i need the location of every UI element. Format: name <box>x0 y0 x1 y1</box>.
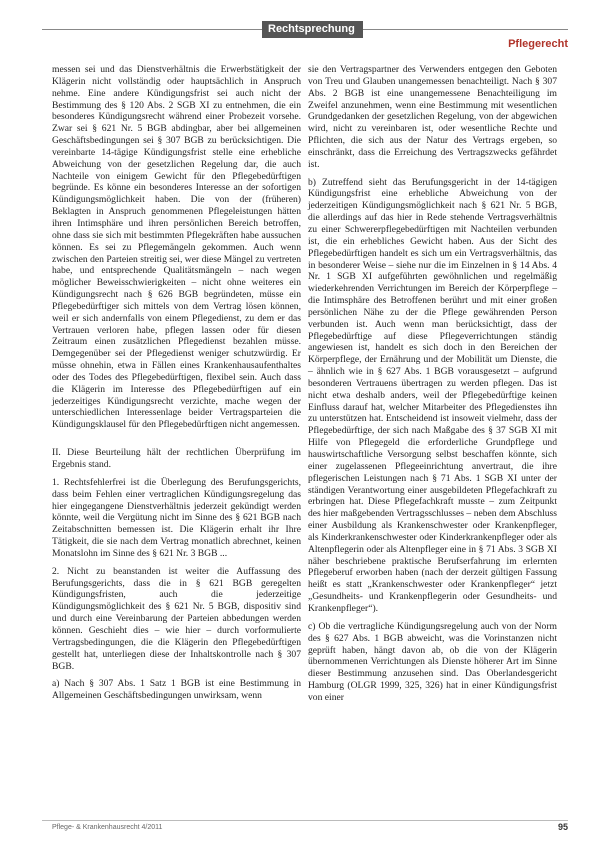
left-column <box>52 64 301 708</box>
paragraph: b) Zutreffend sieht das Berufungsgericht in der 14-tägigen Kündigungsfrist eine erhebliche Abweichung von der jederzeitigen Kündigungsmöglichkeit nach § 621 Nr. 5 BGB, die allerdings auf das hier in Rede stehende Vertragsverhältnis zu einer Schwererpflegebedürftigen mit Nachteilen verbunden ist, die ein erhebliches Gewicht haben. Aus der Sicht des Pflegebedürftigen handelt es sich um ein Vertragsverhältnis, das in besonderer Weise – siehe nur die im Einzelnen in § 14 Abs. 4 Nr. 1 SGB XI aufgeführten gewöhnlichen und regelmäßig wiederkehrenden Verrichtungen im Bereich der Körperpflege – die Intimsphäre des Betroffenen berührt und mit einer großen persönlichen Nähe zu der die Pflege gewährenden Person verbunden ist. Auch wenn man berücksichtigt, dass der Pflegebedürftige auf diese Pflegeverrichtungen ständig angewiesen ist, handelt es sich doch in den Bereichen der Körperpflege, der Ernährung und der Mobilität um Dienste, die – ähnlich wie in § 627 Abs. 1 BGB vorausgesetzt – aufgrund besonderen Vertrauens übertragen zu werden pflegen. Das ist nicht etwa deshalb anders, weil der Pflegebedürftige keinen Einfluss darauf hat, welcher Mitarbeiter des Pflegedienstes ihn zu unterstützen hat. Entscheidend ist insoweit vielmehr, dass der Pflegebedürftige, der sich nach Maßgabe des § 37 SGB XI mit Hilfe von Pflegegeld die erforderliche Grundpflege und hauswirtschaftliche Versorgung selbst beschaffen könnte, sich einer zugelassenen Pflegeeinrichtung anvertraut, die ihre pflegerischen Leistungen nach § 71 Abs. 1 SGB XI unter der ständigen Verantwortung einer ausgebildeten Pflegefachkraft zu erbringen hat. Diese Pflegefachkraft musste – zum Zeitpunkt des hier maßgebenden Vertragsschlusses – neben dem Abschluss einer Ausbildung als Krankenschwester oder Krankenpfleger, als Kinderkrankenschwester oder Kinderkrankenpfleger oder als Altenpflegerin oder als Altenpfleger eine in § 71 Abs. 3 SGB XI näher beschriebene praktische Berufserfahrung im erlernten Pflegeberuf erworben haben (nach der derzeit gültigen Fassung heißt es statt „Krankenschwester oder Krankenpfleger“ jetzt „Gesundheits- und Krankenpflegerin oder Gesundheits- und Krankenpfleger“). <box>308 176 557 614</box>
publication-footer: Pflege- & Krankenhausrecht 4/2011 <box>52 824 163 831</box>
page-number: 95 <box>557 822 568 832</box>
footer-rule <box>42 820 568 821</box>
paragraph: 1. Rechtsfehlerfrei ist die Überlegung des Berufungsgerichts, dass beim Fehlen einer vertraglichen Kündigungsregelung das hier eingegangene Dienstverhältnis jederzeit gekündigt werden könnte, weil die Vergütung nicht im Sinne des § 621 BGB nach Zeitabschnitten bemessen ist. Die Klägerin erhalt ihr Ihre Tätigkeit, die sie nach dem Vertrag monatlich abrechnet, keinen Monatslohn im Sinne des § 621 Nr. 3 BGB ... <box>52 476 301 559</box>
paragraph: II. Diese Beurteilung hält der rechtlichen Überprüfung im Ergebnis stand. <box>52 447 301 470</box>
right-column <box>308 64 557 710</box>
paragraph: sie den Vertragspartner des Verwenders entgegen den Geboten von Treu und Glauben unangemessen benachteiligt. Nach § 307 Abs. 2 BGB ist eine unangemessene Benachteiligung im Zweifel anzunehmen, wenn eine Bestimmung mit wesentlichen Grundgedanken der gesetzlichen Regelung, von der abgewichen wird, nicht zu vereinbaren ist, oder wesentliche Rechte und Pflichten, die sich aus der Natur des Vertrags ergeben, so einschränkt, dass die Erreichung des Vertragszwecks gefährdet ist. <box>308 64 557 170</box>
paragraph: 2. Nicht zu beanstanden ist weiter die Auffassung des Berufungsgerichts, dass die in § 621 BGB geregelten Kündigungsfristen, auch die jederzeitige Kündigungsmöglichkeit des § 621 Nr. 5 BGB, dispositiv sind und durch eine Vereinbarung der Parteien abbedungen werden können. Geschieht dies – wie hier – durch vorformulierte Vertragsbedingungen, die die Klägerin den Pflegebedürftigen gestellt hat, unterliegen diese der Inhaltskontrolle nach § 307 BGB. <box>52 565 301 672</box>
section-label: Rechtsprechung <box>262 21 363 38</box>
paragraph: c) Ob die vertragliche Kündigungsregelung auch von der Norm des § 627 Abs. 1 BGB abweicht, was die Vorinstanzen nicht geprüft haben, hängt davon ab, ob die von der Klägerin übernommenen Verrichtungen als Dienste höherer Art im Sinne dieser Bestimmung anzusehen sind. Das Oberlandesgericht Hamburg (OLGR 1999, 325, 326) hat in einer Kündigungsfrist von einer <box>308 620 557 703</box>
paragraph: a) Nach § 307 Abs. 1 Satz 1 BGB ist eine Bestimmung in Allgemeinen Geschäftsbedingungen unwirksam, wenn <box>52 678 301 702</box>
subsection-label: Pflegerecht <box>508 38 568 50</box>
paragraph: messen sei und das Dienstverhältnis die Erwerbstätigkeit der Klägerin nicht vollständig oder hauptsächlich in Anspruch nehme. Eine andere Kündigungsfrist sei auch nicht der Bestimmung des § 120 Abs. 2 SGB XI zu entnehmen, die ein besonderes Kündigungsrecht während einer Probezeit vorsehe. Zwar sei § 621 Nr. 5 BGB abdingbar, aber bei allgemeinen Geschäftsbedingungen sei § 307 BGB zu berücksichtigen. Die vereinbarte 14-tägige Kündigungsfrist stelle eine erhebliche Abweichung von der gesetzlichen Regelung dar, die auch Nachteile von einigem Gewicht für den Pflegebedürftigen begründe. Es könne ein besonderes Interesse an der sofortigen Kündigungsmöglichkeit haben. Die von der (früheren) Beklagten in Anspruch genommenen Pflegeleistungen hätten ihren Intimsphäre und ihren persönlichen Bereich betroffen, ohne dass sie sich mit bestimmten Pflegekräften habe aussuchen können. Es sei zu Pflegemängeln gekommen. Auch wenn zwischen den Parteien streitig sei, wer diese Mängel zu vertreten habe, und entsprechende Qualitätsmängeln – nach wegen möglicher Beweisschwierigkeiten – nicht ohne weiteres ein Kündigungsrecht nach § 626 BGB begründeten, müsse ein Pflegebedürftiger sich mittels von dem Vertrag lösen können, weil er sich andernfalls von einem Pflegedienst, zu dem er das Vertrauen verloren habe, pflegen lassen oder für diesen Zeitraum einen zusätzlichen Pflegedienst bezahlen müsse. Demgegenüber sei der Pflegedienst weniger schutzwürdig. Er müsse ohnehin, etwa in Fällen eines Krankenhausaufenthaltes oder des Todes des Pflegebedürftigen, flexibel sein. Auch dass die Klägerin im Interesse des Pflegebedürftigen auf ein jederzeitiges Kündigungsrecht verzichte, mache wegen der unterschiedlichen Interessenlage beider Vertragsparteien die Kündigungsklausel für den Pflegebedürftigen nicht angemessen. <box>52 64 301 431</box>
